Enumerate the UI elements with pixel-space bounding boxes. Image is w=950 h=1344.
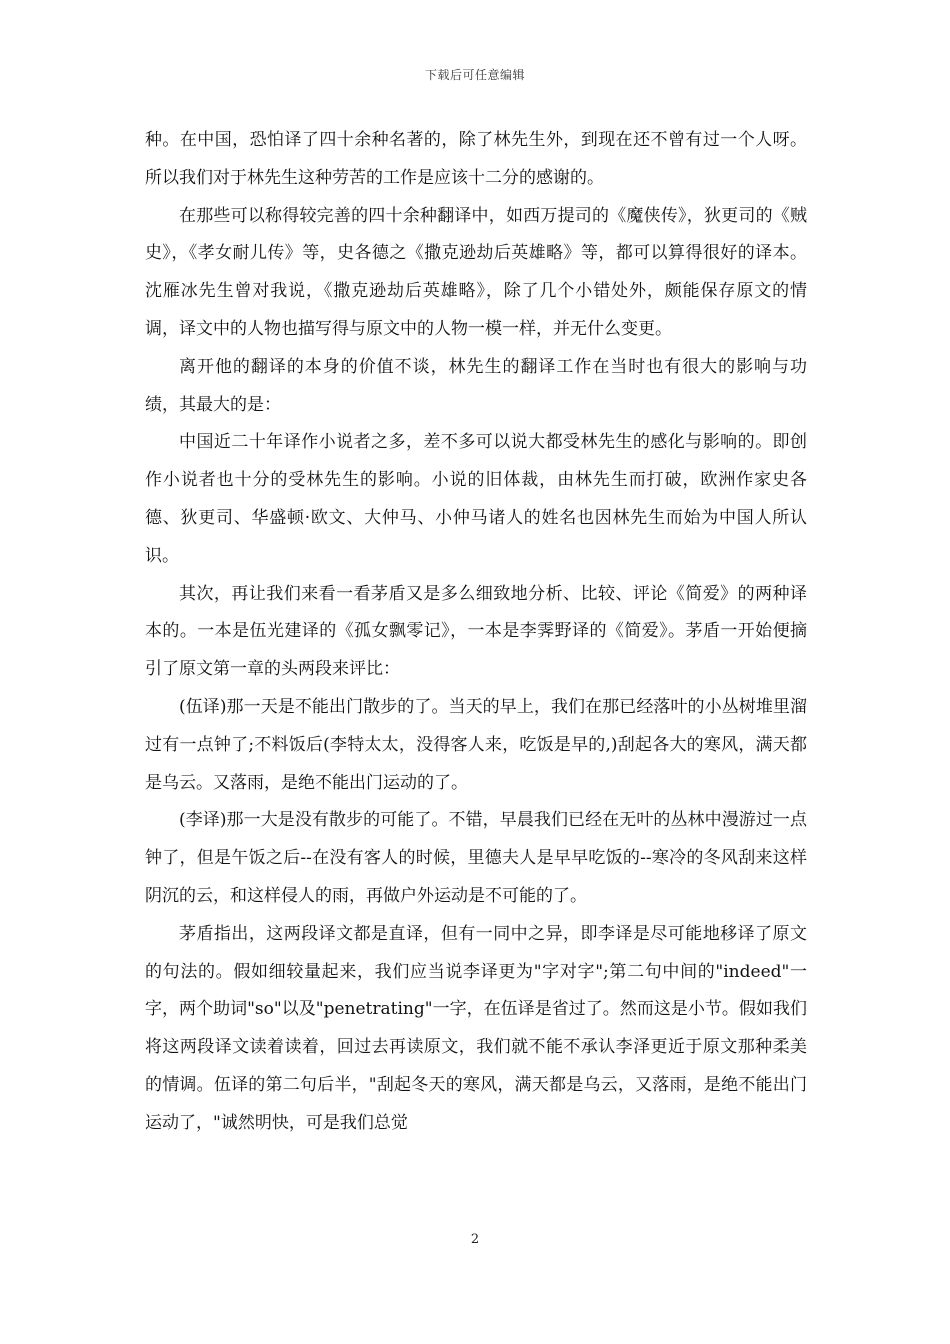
paragraph-8: 茅盾指出，这两段译文都是直译，但有一同中之异，即李译是尽可能地移译了原文的句法的。假如细较量起来，我们应当说李译更为"字对字";第二句中间的"indeed"一字，两个助词"so"以及"penetrating"一字，在伍译是省过了。然而这是小节。假如我们将这两段译文读着读着，回过去再读原文，我们就不能不承认李泽更近于原文那种柔美的情调。伍译的第二句后半，"刮起冬天的寒风，满天都是乌云，又落雨，是绝不能出门运动了，"诚然明快，可是我们总觉 — [145, 923, 807, 1133]
page-number: 2 — [470, 1232, 480, 1247]
paragraph-5: 其次，再让我们来看一看茅盾又是多么细致地分析、比较、评论《简爱》的两种译本的。一本是伍光建译的《孤女飘零记》，一本是李霁野译的《简爱》。茅盾一开始便摘引了原文第一章的头两段来评比： — [145, 583, 807, 680]
paragraph-3: 离开他的翻译的本身的价值不谈，林先生的翻译工作在当时也有很大的影响与功绩，其最大的是： — [145, 356, 807, 415]
document-body — [145, 122, 807, 1143]
page-header: 下载后可任意编辑 — [424, 68, 525, 82]
paragraph-4: 中国近二十年译作小说者之多，差不多可以说大都受林先生的感化与影响的。即创作小说者也十分的受林先生的影响。小说的旧体裁，由林先生而打破，欧洲作家史各德、狄更司、华盛顿·欧文、大仲马、小仲马诸人的姓名也因林先生而始为中国人所认识。 — [145, 432, 807, 566]
paragraph-7-li-translation: (李译)那一大是没有散步的可能了。不错，早晨我们已经在无叶的丛林中漫游过一点钟了，但是午饭之后--在没有客人的时候，里德夫人是早早吃饭的--寒冷的冬风刮来这样阴沉的云，和这样侵人的雨，再做户外运动是不可能的了。 — [145, 810, 807, 906]
paragraph-2: 在那些可以称得较完善的四十余种翻译中，如西万提司的《魔侠传》，狄更司的《贼史》，《孝女耐儿传》等，史各德之《撒克逊劫后英雄略》等，都可以算得很好的译本。沈雁冰先生曾对我说，《撒克逊劫后英雄略》，除了几个小错处外，颇能保存原文的情调，译文中的人物也描写得与原文中的人物一模一样，并无什么变更。 — [145, 205, 807, 339]
paragraph-6-wu-translation: (伍译)那一天是不能出门散步的了。当天的早上，我们在那已经落叶的小丛树堆里溜过有一点钟了;不料饭后(李特太太，没得客人来，吃饭是早的,)刮起各大的寒风，满天都是乌云。又落雨，是绝不能出门运动的了。 — [145, 696, 807, 793]
paragraph-1: 种。在中国，恐怕译了四十余种名著的，除了林先生外，到现在还不曾有过一个人呀。所以我们对于林先生这种劳苦的工作是应该十二分的感谢的。 — [145, 130, 807, 188]
